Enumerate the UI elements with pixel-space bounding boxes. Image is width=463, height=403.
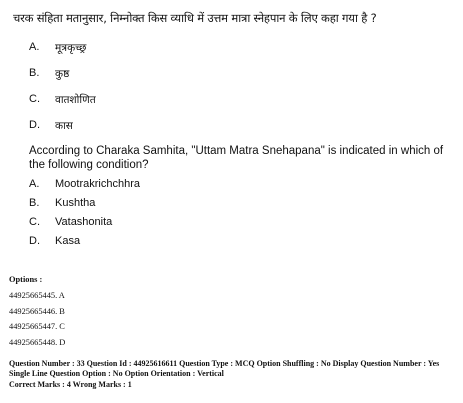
option-text: कास (55, 120, 73, 132)
option-letter: C. (29, 216, 40, 228)
option-id-a: 44925665445. A (9, 291, 65, 300)
option-letter: A. (29, 41, 40, 53)
option-text: वातशोणित (55, 94, 96, 106)
option-text: Kushtha (55, 197, 96, 209)
question-meta-line-3: Correct Marks : 4 Wrong Marks : 1 (9, 380, 132, 389)
option-letter: A. (29, 178, 40, 190)
question-hindi: चरक संहिता मतानुसार, निम्नोक्त किस व्याधि में उत्तम मात्रा स्नेहपान के लिए कहा गया है ? (13, 11, 377, 25)
option-id-d: 44925665448. D (9, 338, 66, 347)
question-meta-line-1: Question Number : 33 Question Id : 44925616611 Question Type : MCQ Option Shuffling : No Display Question Number : Yes (9, 359, 440, 368)
option-letter: D. (29, 119, 40, 131)
question-english: According to Charaka Samhita, "Uttam Matra Snehapana" is indicated in which of the following condition? (29, 145, 444, 171)
question-meta-line-2: Single Line Question Option : No Option Orientation : Vertical (9, 369, 224, 378)
options-heading: Options : (9, 275, 43, 284)
option-text: Vatashonita (55, 216, 113, 228)
option-letter: B. (29, 67, 40, 79)
option-text: कुष्ठ (55, 68, 70, 80)
option-text: Kasa (55, 235, 81, 247)
option-letter: C. (29, 93, 40, 105)
option-text: मूत्रकृच्छ्र (55, 42, 87, 54)
option-text: Mootrakrichchhra (55, 178, 140, 190)
option-letter: B. (29, 197, 40, 209)
option-id-c: 44925665447. C (9, 322, 65, 331)
option-id-b: 44925665446. B (9, 307, 65, 316)
option-letter: D. (29, 235, 40, 247)
